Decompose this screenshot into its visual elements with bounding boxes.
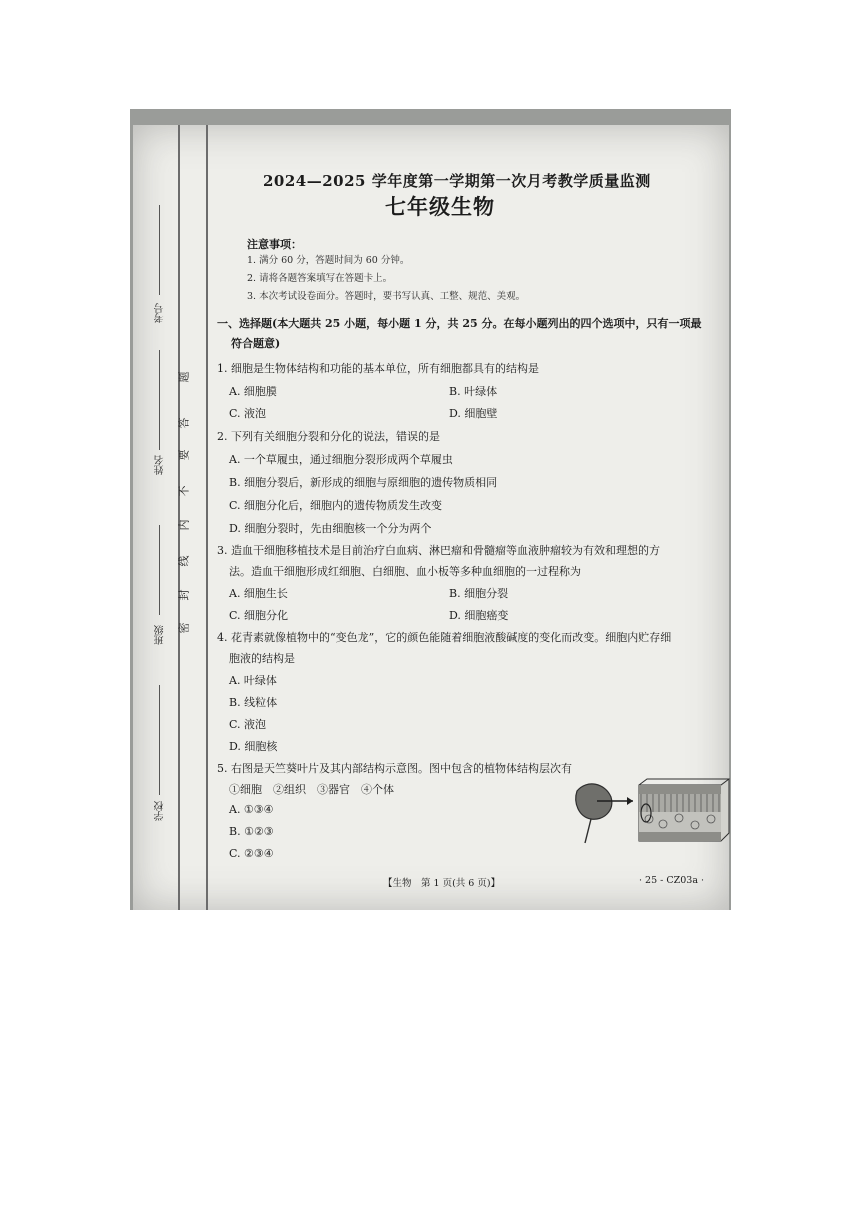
option: C. 细胞分化后，细胞内的遗传物质发生改变: [229, 499, 443, 512]
option: D. 细胞壁: [449, 407, 498, 420]
seal-char: 要: [177, 449, 191, 461]
scanned-photo: [130, 109, 731, 910]
question-stem-cont: 法。造血干细胞形成红细胞、白细胞、血小板等多种血细胞的一过程称为: [229, 565, 581, 578]
question-stem: 2. 下列有关细胞分裂和分化的说法，错误的是: [217, 430, 440, 443]
name-rule: [159, 350, 160, 450]
class-label: 班级: [155, 625, 166, 645]
notes-heading: 注意事项：: [247, 238, 302, 251]
exam-title: 2024—2025 学年度第一学期第一次月考教学质量监测: [263, 172, 651, 190]
name-label: 姓名: [155, 455, 166, 475]
option: D. 细胞核: [229, 740, 278, 753]
option: A. ①③④: [229, 803, 274, 816]
page-footer: 【生物 第 1 页(共 6 页)】: [383, 878, 501, 889]
section-heading-cont: 符合题意): [231, 337, 281, 350]
option: D. 细胞分裂时，先由细胞核一个分为两个: [229, 522, 432, 535]
exam-no-rule: [159, 205, 160, 295]
seal-char: 答: [177, 417, 191, 429]
option: A. 叶绿体: [229, 674, 277, 687]
option: C. 液泡: [229, 407, 267, 420]
option: D. 细胞癌变: [449, 609, 509, 622]
question-stem-cont: 胞液的结构是: [229, 652, 295, 665]
option: B. ①②③: [229, 825, 274, 838]
leaf-tissue-block-icon: [639, 779, 729, 841]
note-item: 3. 本次考试设卷面分。答题时，要书写认真、工整、规范、美观。: [247, 291, 526, 302]
seal-char: 封: [177, 589, 191, 601]
option: A. 细胞膜: [229, 385, 277, 398]
option: B. 细胞分裂: [449, 587, 509, 600]
question-stem: 5. 右图是天竺葵叶片及其内部结构示意图。图中包含的植物体结构层次有: [217, 762, 572, 775]
paper-code: · 25 - CZ03a ·: [639, 875, 705, 886]
seal-char: 密: [177, 622, 191, 634]
option: B. 叶绿体: [449, 385, 498, 398]
seal-char: 题: [177, 371, 191, 383]
option: B. 线粒体: [229, 696, 278, 709]
school-label: 学校: [155, 801, 166, 821]
leaf-structure-figure: [571, 777, 731, 845]
binding-line: [178, 125, 180, 910]
question-stem: 3. 造血干细胞移植技术是目前治疗白血病、淋巴瘤和骨髓瘤等血液肿瘤较为有效和理想的方: [217, 544, 660, 557]
seal-char: 不: [177, 485, 191, 497]
option: C. 液泡: [229, 718, 267, 731]
seal-char: 线: [177, 555, 191, 567]
exam-no-label: 考号: [155, 303, 166, 323]
question-stem: 1. 细胞是生物体结构和功能的基本单位，所有细胞都具有的结构是: [217, 362, 539, 375]
option: C. 细胞分化: [229, 609, 289, 622]
option: C. ②③④: [229, 847, 274, 860]
question-stem-cont: ①细胞 ②组织 ③器官 ④个体: [229, 783, 394, 796]
option: A. 细胞生长: [229, 587, 288, 600]
seal-char: 内: [177, 519, 191, 531]
note-item: 2. 请将各题答案填写在答题卡上。: [247, 273, 393, 284]
note-item: 1. 满分 60 分，答题时间为 60 分钟。: [247, 255, 410, 266]
option: A. 一个草履虫，通过细胞分裂形成两个草履虫: [229, 453, 453, 466]
option: B. 细胞分裂后，新形成的细胞与原细胞的遗传物质相同: [229, 476, 498, 489]
school-rule: [159, 685, 160, 795]
question-stem: 4. 花青素就像植物中的“变色龙”，它的颜色能随着细胞液酸碱度的变化而改变。细胞内贮存细: [217, 631, 672, 644]
leaf-icon: [576, 784, 612, 843]
binding-line: [206, 125, 208, 910]
section-heading: 一、选择题(本大题共 25 小题，每小题 1 分，共 25 分。在每小题列出的四个选项中，只有一项最: [217, 317, 702, 330]
class-rule: [159, 525, 160, 615]
subject-title: 七年级生物: [385, 194, 495, 219]
exam-paper: [133, 125, 729, 910]
